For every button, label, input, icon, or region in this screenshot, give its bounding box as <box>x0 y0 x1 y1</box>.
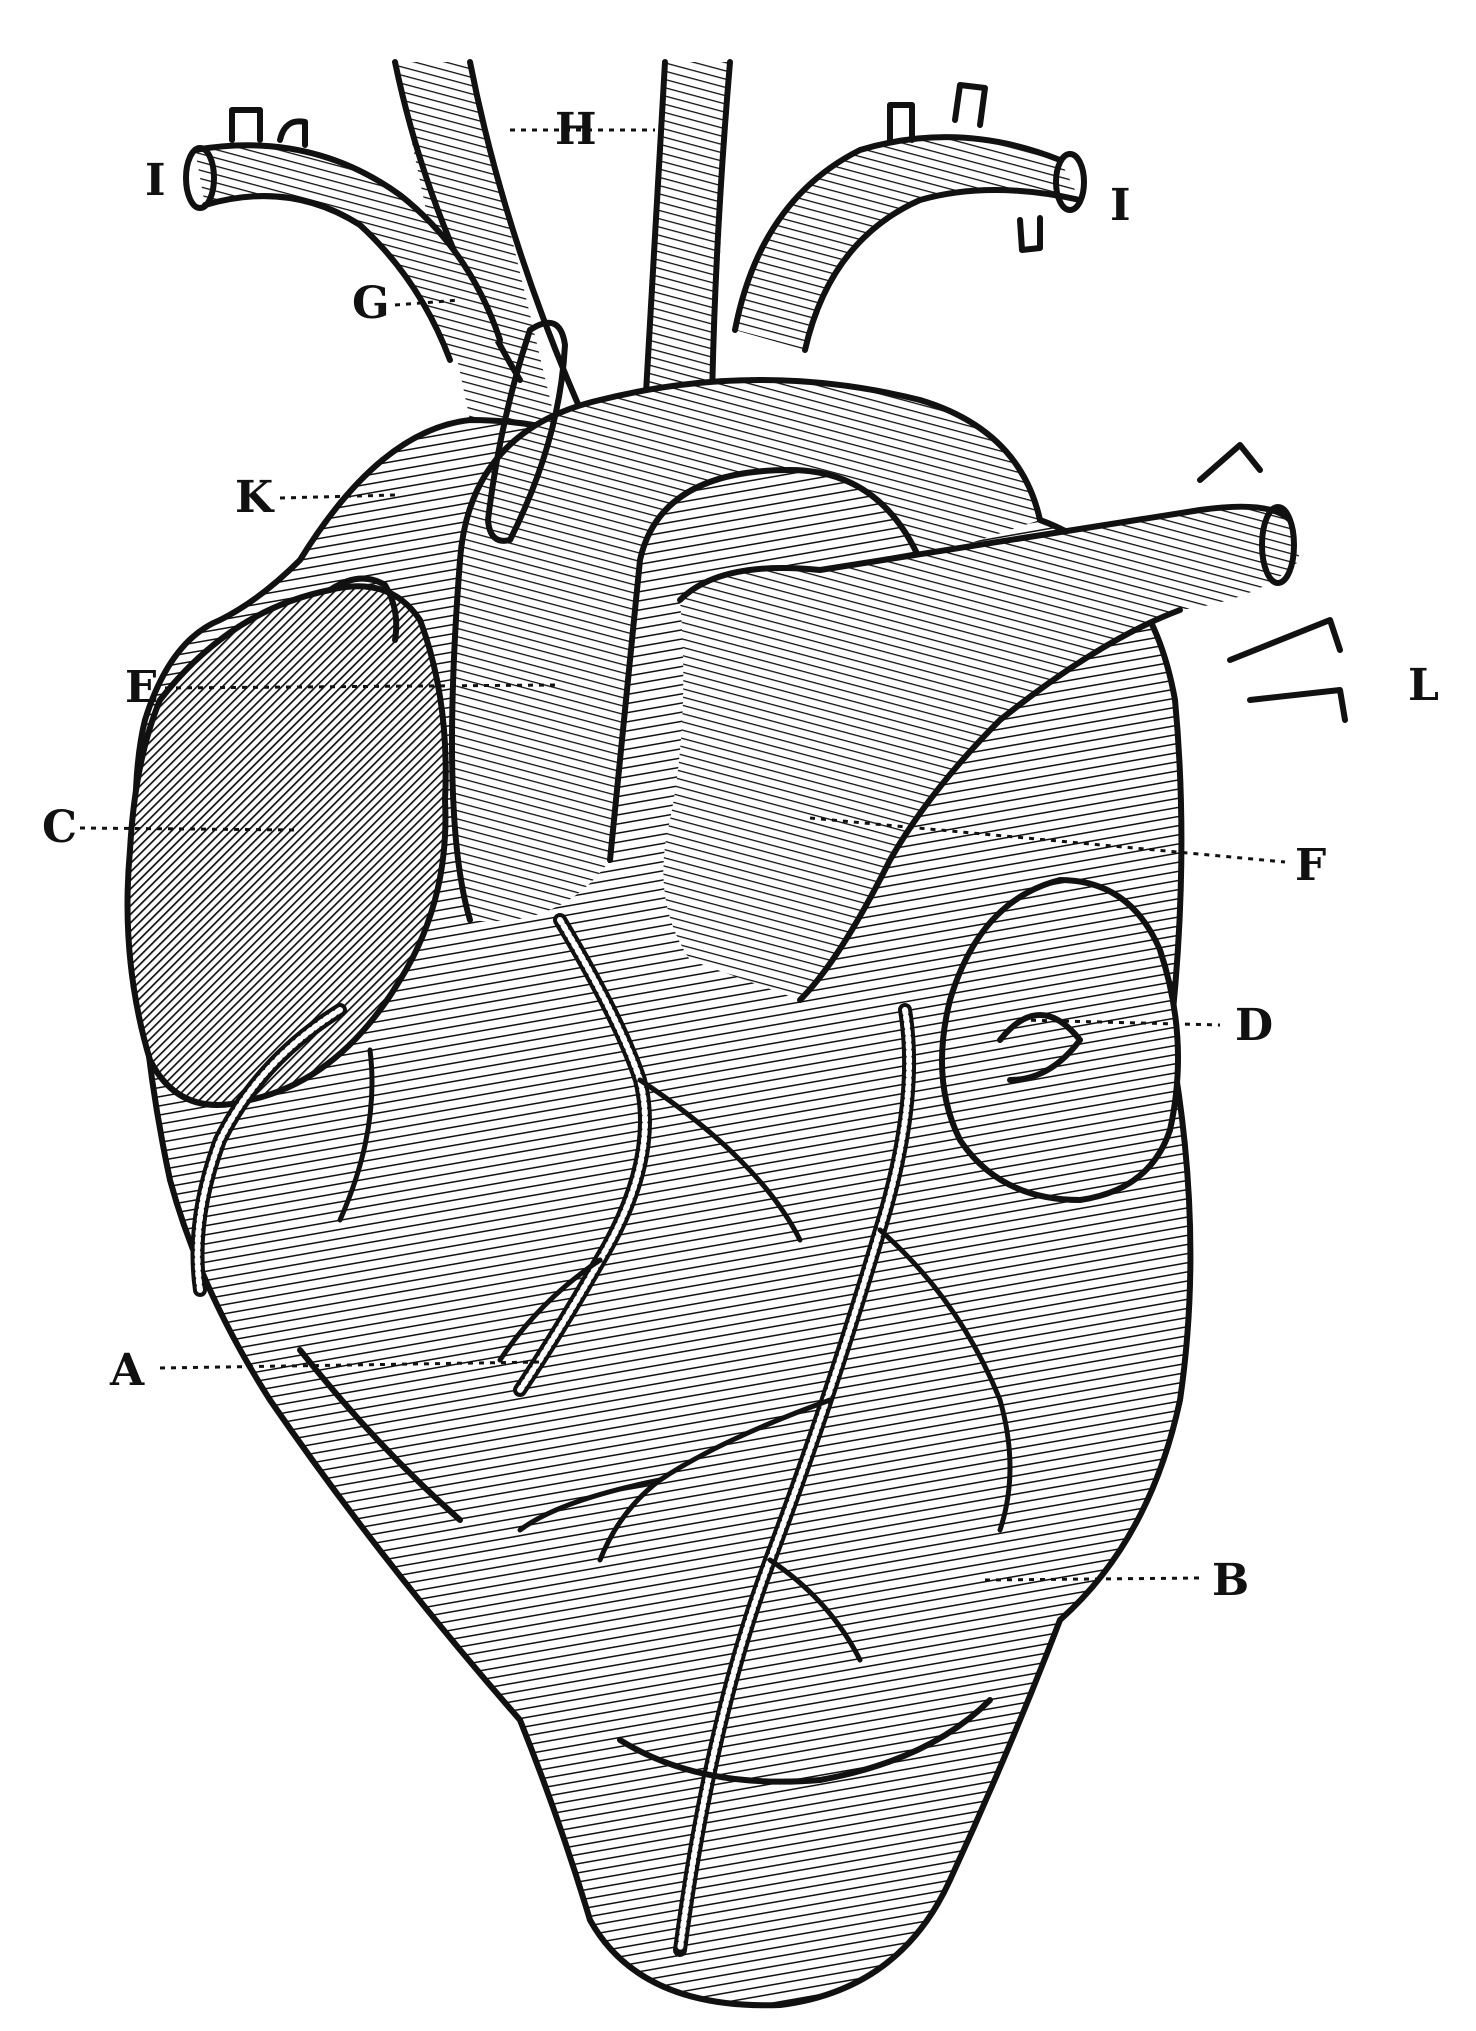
right-branch-artery <box>735 85 1084 350</box>
label-i-left: I <box>145 155 166 206</box>
label-h: H <box>555 104 597 155</box>
label-a: A <box>110 1345 145 1396</box>
brachiocephalic-vessel <box>645 62 730 410</box>
label-i-right: I <box>1110 180 1131 231</box>
label-g: G <box>352 278 390 329</box>
label-b: B <box>1212 1555 1250 1606</box>
label-d: D <box>1235 1000 1274 1051</box>
label-c: C <box>42 802 78 853</box>
label-f: F <box>1295 840 1327 891</box>
label-e: E <box>125 662 159 713</box>
label-k: K <box>235 472 274 523</box>
label-l: L <box>1408 660 1439 711</box>
